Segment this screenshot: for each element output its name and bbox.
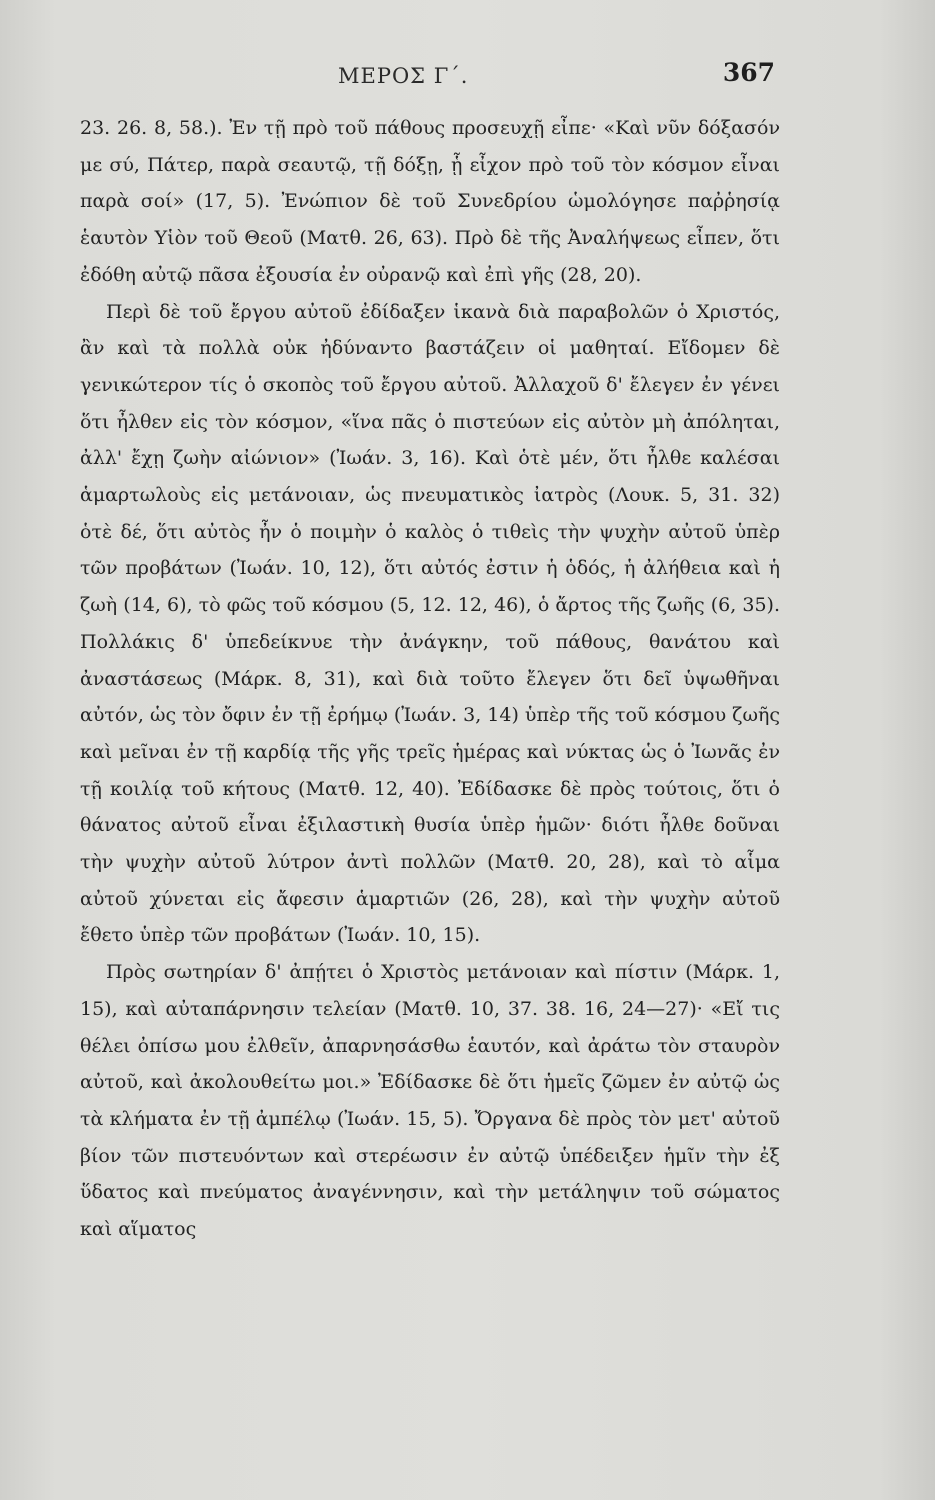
paragraph-2: Περὶ δὲ τοῦ ἔργου αὐτοῦ ἐδίδαξεν ἱκανὰ διὰ παραβολῶν ὁ Χριστός, ἂν καὶ τὰ πολλὰ οὐκ ἠδύναντο βαστάζειν οἱ μαθηταί. Εἴδομεν δὲ γενικώτερον τίς ὁ σκοπὸς τοῦ ἔργου αὐτοῦ. Ἀλλαχοῦ δ' ἔλεγεν ἐν γένει ὅτι ἦλθεν εἰς τὸν κόσμον, «ἵνα πᾶς ὁ πιστεύων εἰς αὐτὸν μὴ ἀπόληται, ἀλλ' ἔχῃ ζωὴν αἰώνιον» (Ἰωάν. 3, 16). Καὶ ὁτὲ μέν, ὅτι ἦλθε καλέσαι ἁμαρτωλοὺς εἰς μετάνοιαν, ὡς πνευματικὸς ἰατρὸς (Λουκ. 5, 31. 32) ὁτὲ δέ, ὅτι αὐτὸς ἦν ὁ ποιμὴν ὁ καλὸς ὁ τιθεὶς τὴν ψυχὴν αὐτοῦ ὑπὲρ τῶν προβάτων (Ἰωάν. 10, 12), ὅτι αὐτός ἐστιν ἡ ὁδός, ἡ ἀλήθεια καὶ ἡ ζωὴ (14, 6), τὸ φῶς τοῦ κόσμου (5, 12. 12, 46), ὁ ἄρτος τῆς ζωῆς (6, 35). Πολλάκις δ' ὑπεδείκνυε τὴν ἀνάγκην, τοῦ πάθους, θανάτου καὶ ἀναστάσεως (Μάρκ. 8, 31), καὶ διὰ τοῦτο ἔλεγεν ὅτι δεῖ ὑψωθῆναι αὐτόν, ὡς τὸν ὄφιν ἐν τῇ ἐρήμῳ (Ἰωάν. 3, 14) ὑπὲρ τῆς τοῦ κόσμου ζωῆς καὶ μεῖναι ἐν τῇ καρδίᾳ τῆς γῆς τρεῖς ἡμέρας καὶ νύκτας ὡς ὁ Ἰωνᾶς ἐν τῇ κοιλίᾳ τοῦ κήτους (Ματθ. 12, 40). Ἐδίδασκε δὲ πρὸς τούτοις, ὅτι ὁ θάνατος αὐτοῦ εἶναι ἐξιλαστικὴ θυσία ὑπὲρ ἡμῶν· διότι ἦλθε δοῦναι τὴν ψυχὴν αὐτοῦ λύτρον ἀντὶ πολλῶν (Ματθ. 20, 28), καὶ τὸ αἷμα αὐτοῦ χύνεται εἰς ἄφεσιν ἁμαρτιῶν (26, 28), καὶ τὴν ψυχὴν αὐτοῦ ἔθετο ὑπὲρ τῶν προβάτων (Ἰωάν. 10, 15). — [80, 300, 780, 947]
paragraph-1: 23. 26. 8, 58.). Ἐν τῇ πρὸ τοῦ πάθους προσευχῇ εἶπε· «Καὶ νῦν δόξασόν με σύ, Πάτερ, παρὰ σεαυτῷ, τῇ δόξῃ, ᾗ εἶχον πρὸ τοῦ τὸν κόσμον εἶναι παρὰ σοί» (17, 5). Ἐνώπιον δὲ τοῦ Συνεδρίου ὡμολόγησε παῤῥησίᾳ ἑαυτὸν Υἱὸν τοῦ Θεοῦ (Ματθ. 26, 63). Πρὸ δὲ τῆς Ἀναλήψεως εἶπεν, ὅτι ἐδόθη αὐτῷ πᾶσα ἐξουσία ἐν οὐρανῷ καὶ ἐπὶ γῆς (28, 20). — [80, 117, 780, 286]
body-text — [80, 110, 780, 1248]
running-head: ΜΕΡΟΣ Γ΄. — [338, 64, 469, 88]
paragraph-3: Πρὸς σωτηρίαν δ' ἀπῄτει ὁ Χριστὸς μετάνοιαν καὶ πίστιν (Μάρκ. 1, 15), καὶ αὐταπάρνησιν τελείαν (Ματθ. 10, 37. 38. 16, 24—27)· «Εἴ τις θέλει ὀπίσω μου ἐλθεῖν, ἀπαρνησάσθω ἑαυτόν, καὶ ἀράτω τὸν σταυρὸν αὐτοῦ, καὶ ἀκολουθείτω μοι.» Ἐδίδασκε δὲ ὅτι ἡμεῖς ζῶμεν ἐν αὐτῷ ὡς τὰ κλήματα ἐν τῇ ἀμπέλῳ (Ἰωάν. 15, 5). Ὄργανα δὲ πρὸς τὸν μετ' αὐτοῦ βίον τῶν πιστευόντων καὶ στερέωσιν ἐν αὐτῷ ὑπέδειξεν ἡμῖν τὴν ἐξ ὕδατος καὶ πνεύματος ἀναγέννησιν, καὶ τὴν μετάληψιν τοῦ σώματος καὶ αἵματος — [80, 961, 780, 1241]
page-header — [0, 58, 935, 98]
page-number: 367 — [722, 58, 775, 87]
